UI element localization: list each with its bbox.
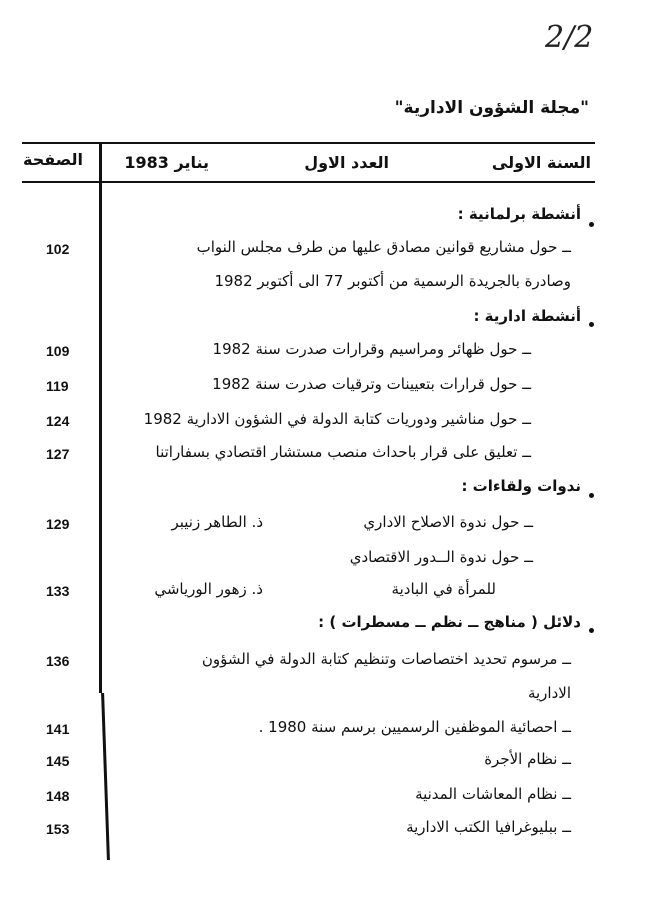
- issue-date: يناير 1983: [124, 153, 209, 172]
- page-number: 129: [46, 516, 70, 532]
- entry-decree-org-line1: ــ مرسوم تحديد اختصاصات وتنظيم كتابة الدولة في الشؤون: [201, 650, 571, 668]
- entry-laws-line1: ــ حول مشاريع قوانين مصادق عليها من طرف مجلس النواب: [196, 238, 571, 256]
- entry-author: ذ. الطاهر زنيبر: [171, 513, 263, 531]
- entry-pension-system: ــ نظام المعاشات المدنية: [415, 785, 571, 803]
- header-top-rule: [22, 142, 595, 144]
- page-number: 133: [46, 583, 70, 599]
- page-column-header: الصفحة: [22, 150, 83, 169]
- entry-decree-org-line2: الادارية: [527, 684, 571, 702]
- entry-circulars: ــ حول مناشير ودوريات كتابة الدولة في الشؤون الادارية 1982: [143, 410, 531, 428]
- page-number: 109: [46, 343, 70, 359]
- page-number: 102: [46, 241, 70, 257]
- journal-title: "مجلة الشؤون الادارية": [394, 98, 589, 118]
- entry-bibliography: ــ ببليوغرافيا الكتب الادارية: [406, 818, 571, 836]
- column-divider: [99, 143, 102, 693]
- issue-number: العدد الاول: [304, 153, 389, 172]
- page-number: 124: [46, 413, 70, 429]
- page-number: 127: [46, 446, 70, 462]
- entry-staff-statistics: ــ احصائية الموظفين الرسميين برسم سنة 1980 .: [258, 718, 571, 736]
- entry-women-seminar-line2: للمرأة في البادية: [391, 580, 496, 598]
- handwritten-page-note: 2/2: [545, 20, 594, 55]
- page-number: 145: [46, 753, 70, 769]
- entry-decrees: ــ حول ظهائر ومراسيم وقرارات صدرت سنة 1982: [212, 340, 531, 358]
- column-divider-lower: [101, 693, 110, 860]
- volume-year: السنة الاولى: [491, 153, 591, 172]
- entry-author: ذ. زهور الورياشي: [154, 580, 263, 598]
- section-bullet: [589, 493, 594, 498]
- page-number: 136: [46, 653, 70, 669]
- entry-laws-line2: وصادرة بالجريدة الرسمية من أكتوبر 77 الى أكتوبر 1982: [214, 272, 571, 290]
- page-number: 153: [46, 821, 70, 837]
- entry-admin-reform-seminar: ــ حول ندوة الاصلاح الاداري: [363, 513, 533, 531]
- section-guides: دلائل ( مناهج ــ نظم ــ مسطرات ) :: [318, 613, 581, 631]
- header-bottom-rule: [22, 181, 595, 183]
- page-number: 141: [46, 721, 70, 737]
- entry-wage-system: ــ نظام الأجرة: [484, 750, 571, 768]
- entry-economic-advisor: ــ تعليق على قرار باحداث منصب مستشار اقتصادي بسفاراتنا: [155, 443, 531, 461]
- entry-women-seminar-line1: ــ حول ندوة الــدور الاقتصادي: [349, 548, 533, 566]
- section-administrative: أنشطة ادارية :: [473, 307, 581, 325]
- section-bullet: [589, 322, 594, 327]
- section-bullet: [589, 222, 594, 227]
- entry-appointments: ــ حول قرارات بتعيينات وترقيات صدرت سنة 1982: [212, 375, 531, 393]
- section-seminars: ندوات ولقاءات :: [461, 477, 581, 495]
- section-parliamentary: أنشطة برلمانية :: [457, 205, 581, 223]
- page-number: 119: [46, 378, 69, 394]
- page-number: 148: [46, 788, 70, 804]
- section-bullet: [589, 628, 594, 633]
